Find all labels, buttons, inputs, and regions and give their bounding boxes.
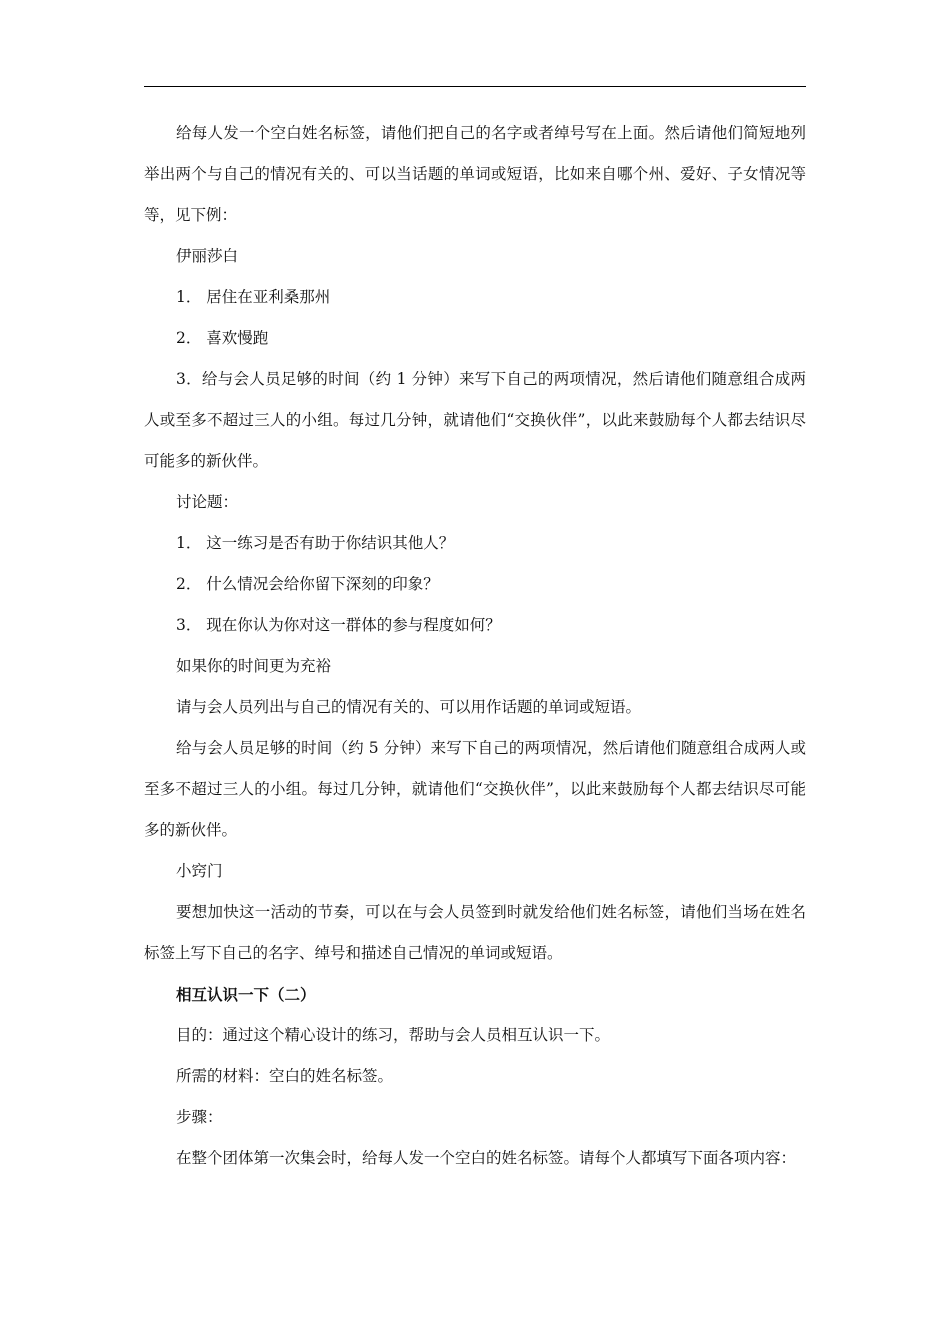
more-time-heading: 如果你的时间更为充裕 [176, 657, 332, 675]
discussion-question-2: 2． 什么情况会给你留下深刻的印象？ [176, 575, 439, 593]
tips-heading: 小窍门 [176, 862, 223, 880]
more-time-paragraph-2: 给与会人员足够的时间（约 5 分钟）来写下自己的两项情况，然后请他们随意组合成两人或至多不超过三人的小组。每过几分钟，就请他们“交换伙伴”，以此来鼓励每个人都去结识尽可能多的新伙伴。 [144, 739, 806, 839]
steps-heading: 步骤： [176, 1108, 223, 1126]
document-body [144, 113, 806, 1179]
more-time-paragraph-1: 请与会人员列出与自己的情况有关的、可以用作话题的单词或短语。 [176, 698, 642, 716]
purpose-line: 目的：通过这个精心设计的练习，帮助与会人员相互认识一下。 [176, 1026, 611, 1044]
discussion-question-1: 1． 这一练习是否有助于你结识其他人？ [176, 534, 455, 552]
section-title: 相互认识一下（二） [176, 985, 316, 1004]
step-3-paragraph: 3．给与会人员足够的时间（约 1 分钟）来写下自己的两项情况，然后请他们随意组合成两人或至多不超过三人的小组。每过几分钟，就请他们“交换伙伴”，以此来鼓励每个人都去结识尽可能多的新伙伴。 [144, 370, 806, 470]
discussion-heading: 讨论题： [176, 493, 239, 511]
example-name: 伊丽莎白 [176, 247, 239, 265]
steps-paragraph: 在整个团体第一次集会时，给每人发一个空白的姓名标签。请每个人都填写下面各项内容： [176, 1149, 797, 1167]
header-rule [144, 86, 806, 87]
example-item-1: 1． 居住在亚利桑那州 [176, 288, 331, 306]
example-item-2: 2． 喜欢慢跑 [176, 329, 269, 347]
paragraph-intro: 给每人发一个空白姓名标签，请他们把自己的名字或者绰号写在上面。然后请他们简短地列举出两个与自己的情况有关的、可以当话题的单词或短语，比如来自哪个州、爱好、子女情况等等，见下例： [144, 124, 806, 224]
tips-paragraph: 要想加快这一活动的节奏，可以在与会人员签到时就发给他们姓名标签，请他们当场在姓名标签上写下自己的名字、绰号和描述自己情况的单词或短语。 [144, 903, 806, 962]
materials-line: 所需的材料：空白的姓名标签。 [176, 1067, 394, 1085]
discussion-question-3: 3． 现在你认为你对这一群体的参与程度如何？ [176, 616, 501, 634]
